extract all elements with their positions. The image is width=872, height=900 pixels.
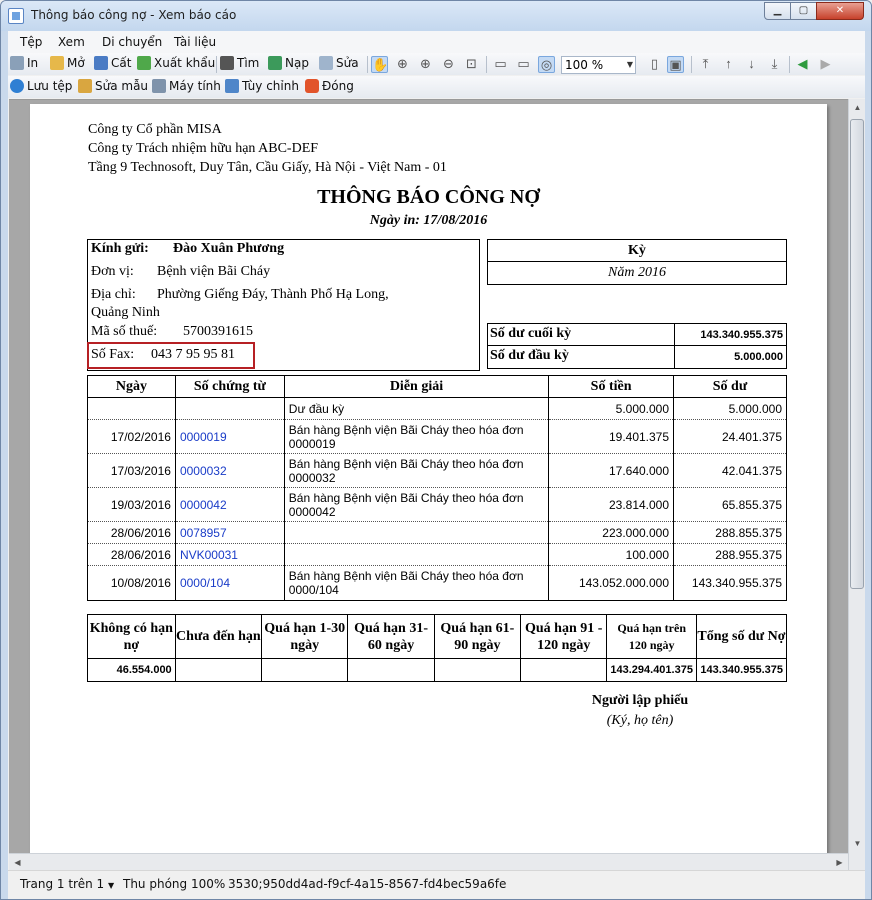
zoom-select[interactable] [561, 56, 636, 74]
recipient-label: Kính gửi: [91, 241, 149, 256]
toolbar-separator [216, 56, 217, 73]
save-label: Cất [111, 56, 132, 70]
company-name: Công ty Cổ phần MISA [88, 122, 222, 137]
table-header-row [88, 376, 787, 398]
aging-header: Chưa đến hạn [175, 615, 261, 659]
main-toolbar [8, 53, 865, 75]
row-desc: Dư đầu kỳ [284, 398, 548, 420]
multi-page-icon[interactable]: ▣ [667, 56, 684, 73]
balance-divider [674, 324, 675, 368]
aging-value [175, 659, 261, 682]
row-doc[interactable]: 0000042 [175, 488, 284, 522]
whole-page-icon[interactable]: ▭ [517, 56, 530, 71]
company-address: Tầng 9 Technosoft, Duy Tân, Cầu Giấy, Hà Nội - Việt Nam - 01 [88, 160, 447, 175]
table-row [88, 488, 787, 522]
previous-page-icon[interactable]: ↑ [725, 56, 732, 71]
aging-value: 143.340.955.375 [696, 659, 786, 682]
menu-file[interactable]: Tệp [20, 35, 43, 49]
back-icon[interactable]: ◀ [797, 56, 808, 71]
report-id: 3530;950dd4ad-f9cf-4a15-8567-fd4bec59a6fe [228, 877, 507, 891]
row-balance: 65.855.375 [674, 488, 787, 522]
menu-document[interactable]: Tài liệu [174, 35, 217, 49]
app-icon [8, 8, 24, 24]
calculator-button[interactable] [152, 79, 221, 96]
closing-balance-value: 143.340.955.375 [700, 329, 783, 341]
hand-tool-icon[interactable]: ✋ [372, 57, 389, 72]
folder-icon [50, 56, 64, 70]
print-label: In [27, 56, 39, 70]
aging-header: Quá hạn 1-30 ngày [262, 615, 348, 659]
table-row [88, 522, 787, 544]
binoculars-icon [220, 56, 234, 70]
export-label: Xuất khẩu [154, 56, 216, 70]
period-value: Năm 2016 [608, 265, 666, 280]
close-report-button[interactable] [305, 79, 354, 96]
aging-header: Tổng số dư Nợ [696, 615, 786, 659]
edit-template-button[interactable] [78, 79, 148, 96]
table-row [88, 398, 787, 420]
row-balance: 5.000.000 [674, 398, 787, 420]
row-amount: 100.000 [549, 544, 674, 566]
page-width-icon[interactable]: ▭ [494, 56, 507, 71]
row-doc[interactable]: 0078957 [175, 522, 284, 544]
edit-template-label: Sửa mẫu [95, 79, 149, 93]
closing-balance-label: Số dư cuối kỳ [490, 326, 572, 341]
row-desc [284, 544, 548, 566]
refresh-icon [268, 56, 282, 70]
row-doc[interactable] [175, 398, 284, 420]
balance-box [487, 323, 787, 369]
address-line2: Quảng Ninh [91, 305, 160, 320]
zoom-status: Thu phóng 100% [123, 877, 226, 891]
secondary-toolbar [8, 76, 865, 98]
open-label: Mở [67, 56, 85, 70]
find-button[interactable] [220, 56, 259, 73]
export-button[interactable] [137, 56, 215, 73]
print-date: Ngày in: 17/08/2016 [369, 213, 488, 228]
client-area [8, 31, 865, 900]
next-page-icon[interactable]: ↓ [748, 56, 755, 71]
save-button[interactable] [94, 56, 131, 73]
closing-balance-row [488, 324, 786, 346]
actual-size-icon[interactable]: ◎ [538, 56, 555, 73]
close-label: Đóng [322, 79, 354, 93]
menu-view[interactable]: Xem [58, 35, 85, 49]
scroll-thumb[interactable] [850, 119, 864, 589]
report-page [30, 104, 827, 883]
recipient-name: Đào Xuân Phương [173, 241, 285, 256]
toolbar-separator [486, 56, 487, 73]
opening-balance-row [488, 346, 786, 368]
menu-navigate[interactable]: Di chuyển [102, 35, 163, 49]
calculator-label: Máy tính [169, 79, 221, 93]
customize-button[interactable] [225, 79, 299, 96]
print-button[interactable] [10, 56, 38, 73]
fax-highlight-box [87, 342, 255, 369]
toolbar-separator [789, 56, 790, 73]
customize-label: Tùy chỉnh [242, 79, 299, 93]
customize-icon [225, 79, 239, 93]
column-header: Số tiền [549, 376, 674, 398]
forward-icon[interactable]: ▶ [820, 56, 831, 71]
table-row [88, 420, 787, 454]
row-desc: Bán hàng Bệnh viện Bãi Cháy theo hóa đơn 0000042 [284, 488, 548, 522]
edit-icon [319, 56, 333, 70]
aging-value [348, 659, 434, 682]
open-button[interactable] [50, 56, 85, 73]
load-label: Nạp [285, 56, 309, 70]
page-indicator-text: Trang 1 trên 1 [20, 877, 105, 891]
period-label: Kỳ [488, 240, 786, 262]
info-icon [10, 79, 24, 93]
row-balance: 42.041.375 [674, 454, 787, 488]
fax-value: 043 7 95 95 81 [151, 347, 235, 362]
power-icon [305, 79, 319, 93]
maximize-button[interactable]: ▢ [790, 2, 817, 20]
signer-title: Người lập phiếu [591, 693, 689, 708]
first-page-icon[interactable]: ⤒ [702, 56, 709, 71]
zoom-out-icon[interactable]: ⊖ [443, 56, 454, 71]
row-date: 28/06/2016 [88, 544, 176, 566]
aging-header: Quá hạn trên 120 ngày [607, 615, 697, 659]
row-desc [284, 522, 548, 544]
scroll-left-icon[interactable]: ◀ [14, 858, 21, 867]
load-button[interactable] [268, 56, 309, 73]
row-date: 28/06/2016 [88, 522, 176, 544]
period-box [487, 239, 787, 285]
column-header: Số chứng từ [175, 376, 284, 398]
tax-code-value: 5700391615 [183, 324, 253, 339]
scroll-right-icon[interactable]: ▶ [836, 858, 843, 867]
row-balance: 288.955.375 [674, 544, 787, 566]
chevron-down-icon: ▼ [626, 60, 633, 69]
row-balance: 24.401.375 [674, 420, 787, 454]
edit-label: Sửa [336, 56, 359, 70]
row-desc: Bán hàng Bệnh viện Bãi Cháy theo hóa đơn 0000019 [284, 420, 548, 454]
aging-header: Quá hạn 91 - 120 ngày [521, 615, 607, 659]
window-title: Thông báo công nợ - Xem báo cáo [31, 8, 237, 22]
fax-label: Số Fax: [91, 347, 135, 362]
tax-code-label: Mã số thuế: [91, 324, 158, 339]
chevron-down-icon: ▼ [107, 881, 115, 890]
row-date: 17/03/2016 [88, 454, 176, 488]
table-row [88, 566, 787, 601]
column-header: Ngày [88, 376, 176, 398]
horizontal-scrollbar[interactable] [9, 853, 848, 870]
aging-value [521, 659, 607, 682]
toolbar-separator [367, 56, 368, 73]
row-amount: 223.000.000 [549, 522, 674, 544]
row-doc[interactable]: 0000032 [175, 454, 284, 488]
printer-icon [10, 56, 24, 70]
row-amount: 143.052.000.000 [549, 566, 674, 601]
toolbar-separator [691, 56, 692, 73]
row-amount: 19.401.375 [549, 420, 674, 454]
save-file-button[interactable] [10, 79, 72, 96]
row-date: 17/02/2016 [88, 420, 176, 454]
row-balance: 288.855.375 [674, 522, 787, 544]
opening-balance-label: Số dư đầu kỳ [490, 348, 569, 363]
edit-button[interactable] [319, 56, 359, 73]
row-amount: 5.000.000 [549, 398, 674, 420]
menu-bar [8, 31, 865, 53]
minimize-button[interactable]: ▁ [764, 2, 791, 20]
row-doc[interactable]: 0000/104 [175, 566, 284, 601]
row-amount: 23.814.000 [549, 488, 674, 522]
aging-value-row [88, 659, 787, 682]
zoom-in-icon[interactable]: ⊕ [420, 56, 431, 71]
table-row [88, 454, 787, 488]
calculator-icon [152, 79, 166, 93]
aging-value: 143.294.401.375 [607, 659, 697, 682]
address-line1: Phường Giếng Đáy, Thành Phố Hạ Long, [157, 287, 389, 302]
aging-header: Quá hạn 61-90 ngày [434, 615, 520, 659]
opening-balance-value: 5.000.000 [734, 351, 783, 363]
aging-value [262, 659, 348, 682]
customer-company: Công ty Trách nhiệm hữu hạn ABC-DEF [88, 141, 319, 156]
column-header: Diễn giải [284, 376, 548, 398]
signer-note: (Ký, họ tên) [606, 713, 674, 728]
unit-label: Đơn vị: [91, 264, 134, 279]
single-page-icon[interactable]: ▯ [650, 56, 659, 71]
save-file-label: Lưu tệp [27, 79, 73, 93]
title-bar [1, 1, 871, 31]
find-label: Tìm [237, 56, 260, 70]
row-doc[interactable]: 0000019 [175, 420, 284, 454]
close-window-button[interactable]: ✕ [816, 2, 864, 20]
scroll-down-icon[interactable]: ▼ [853, 839, 862, 848]
transactions-table [87, 375, 787, 601]
status-bar [8, 870, 865, 900]
page-indicator[interactable] [20, 877, 114, 891]
zoom-icon[interactable]: ⊕ [397, 56, 408, 71]
report-title: THÔNG BÁO CÔNG NỢ [317, 186, 540, 208]
row-doc[interactable]: NVK00031 [175, 544, 284, 566]
aging-value: 46.554.000 [88, 659, 176, 682]
row-date: 19/03/2016 [88, 488, 176, 522]
report-viewport[interactable] [9, 99, 864, 883]
row-date [88, 398, 176, 420]
export-icon [137, 56, 151, 70]
aging-header-row [88, 615, 787, 659]
column-header: Số dư [674, 376, 787, 398]
vertical-scrollbar[interactable] [848, 99, 865, 883]
aging-table [87, 614, 787, 682]
aging-value [434, 659, 520, 682]
zoom-area-icon[interactable]: ⊡ [466, 56, 477, 71]
scroll-up-icon[interactable]: ▲ [853, 103, 862, 112]
table-row [88, 544, 787, 566]
save-icon [94, 56, 108, 70]
row-amount: 17.640.000 [549, 454, 674, 488]
address-label: Địa chỉ: [91, 287, 136, 302]
ruler-icon [78, 79, 92, 93]
zoom-value: 100 % [565, 58, 604, 72]
row-date: 10/08/2016 [88, 566, 176, 601]
aging-header: Không có hạn nợ [88, 615, 176, 659]
row-desc: Bán hàng Bệnh viện Bãi Cháy theo hóa đơn 0000032 [284, 454, 548, 488]
aging-header: Quá hạn 31-60 ngày [348, 615, 434, 659]
row-balance: 143.340.955.375 [674, 566, 787, 601]
last-page-icon[interactable]: ⤓ [771, 56, 778, 71]
row-desc: Bán hàng Bệnh viện Bãi Cháy theo hóa đơn 0000/104 [284, 566, 548, 601]
unit-value: Bệnh viện Bãi Cháy [157, 264, 271, 279]
